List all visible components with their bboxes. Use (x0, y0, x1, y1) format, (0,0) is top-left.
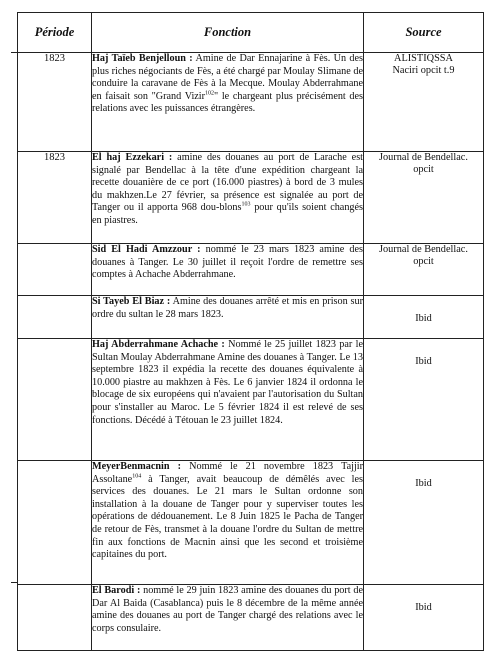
row-source (364, 296, 484, 339)
table-row (18, 53, 484, 152)
person-name: El haj Ezzekari : (92, 152, 173, 163)
person-name: Si Tayeb El Biaz : (92, 296, 171, 307)
row-text: Nommé le 21 novembre 1823 Tajjir Assoltane (92, 461, 363, 485)
source-line: Ibid (415, 356, 432, 367)
row-source (364, 53, 484, 152)
table-row (18, 339, 484, 461)
source-line: Ibid (415, 478, 432, 489)
margin-rule (11, 52, 17, 53)
table-row (18, 152, 484, 244)
person-name: MeyerBenmacnin : (92, 461, 182, 472)
source-line: Journal de Bendellac. (379, 244, 468, 255)
row-periode (18, 296, 92, 339)
row-text-continued: " le chargeant plus précisément des relations avec les puissances étrangères. (92, 90, 363, 115)
row-source (364, 152, 484, 244)
row-text: nommé le 29 juin 1823 amine des douanes du port de Dar Al Baida (Casablanca) puis le 8 décembre de la même année amine des douanes au port de Tanger chargé des relations avec le corps consulaire. (92, 585, 363, 634)
footnote-ref: 103 (241, 201, 251, 208)
row-periode: 1823 (18, 53, 92, 152)
row-text-continued: pour qu'ils soient changés en piastres. (92, 202, 364, 226)
row-text: Amine des douanes arrêté et mis en prison sur ordre du sultan le 28 mars 1823. (92, 296, 363, 320)
footnote-ref: 104 (132, 473, 142, 480)
table-header-row (18, 13, 484, 53)
row-text: Amine de Dar Ennajarine à Fès. Un des plus riches négociants de Fès, a été chargé par Moulay Slimane de conduire la caravane de Fès à la Mecque. Moulay Abderrahmane en faisait son "Grand Vizir (92, 53, 363, 102)
row-periode: 1823 (18, 152, 92, 244)
document-table (17, 12, 484, 651)
table-row (18, 296, 484, 339)
source-line: Journal de Bendellac. (379, 152, 468, 163)
row-source (364, 585, 484, 651)
row-text: nommé le 23 mars 1823 amine des douanes à Tanger. Le 30 juillet il reçoit l'ordre de remettre ses comptes à Achache Abderrahmane. (92, 244, 363, 281)
row-source (364, 244, 484, 296)
header-fonction: Fonction (92, 13, 364, 53)
row-text: Nommé le 25 juillet 1823 par le Sultan Moulay Abderrahmane Amine des douanes à Tanger. Le 13 septembre 1823 il expédia la recette des douanes équivalente à 10.000 piastre au makhzen à Fès. Le 6 janvier 1824 il ordonna le blocage de six européens qui n'avaient par l'autorisation du Sultan pour s'installer au Maroc. Le 5 février 1824 il est relevé de ses fonctions. Décédé à Tétouan le 23 juillet 1824. (92, 339, 363, 426)
row-periode (18, 585, 92, 651)
person-name: Haj Abderrahmane Achache : (92, 339, 225, 350)
row-periode (18, 339, 92, 461)
row-fonction (92, 152, 364, 244)
table-row (18, 461, 484, 585)
source-line: Ibid (415, 313, 432, 324)
row-fonction (92, 461, 364, 585)
header-source: Source (364, 13, 484, 53)
row-periode (18, 461, 92, 585)
row-source (364, 339, 484, 461)
source-line: opcit (413, 164, 434, 176)
person-name: El Barodi : (92, 585, 141, 596)
footnote-ref: 102 (205, 90, 215, 97)
row-fonction (92, 585, 364, 651)
row-text-continued: à Tanger, avait beaucoup de démêlés avec les services des douanes. Le 21 mars le Sultan ordonne son installation à la douane de Tanger pour y superviser toutes les opérations de dédouanement. Le 8 Juin 1825 le Pacha de Tanger de retour de Fès, transmet à la douane l'ordre du Sultan de mettre fin aux fonctions de Macnin ainsi que les second et troisième capitaines du port. (92, 473, 363, 561)
margin-rule (11, 582, 17, 583)
source-line: Ibid (415, 602, 432, 613)
row-fonction (92, 53, 364, 152)
source-line: opcit (413, 256, 434, 268)
row-fonction (92, 296, 364, 339)
row-periode (18, 244, 92, 296)
row-fonction (92, 339, 364, 461)
source-line: Naciri opcit t.9 (392, 65, 455, 77)
row-text: amine des douanes au port de Larache est signalé par Bendellac à la tête d'une expédition chargeant la recette douanière de ce port (16.000 piastres) à bord de 3 mules du makhzen.Le 27 février, sa présence est signalée au port de Tanger ou il apporta 968 dou-blons (92, 152, 363, 214)
table-row (18, 244, 484, 296)
table-row (18, 585, 484, 651)
row-source (364, 461, 484, 585)
header-periode: Période (18, 13, 92, 53)
source-line: ALISTIQSSA (394, 53, 453, 64)
person-name: Haj Taïeb Benjelloun : (92, 53, 193, 64)
person-name: Sid El Hadi Amzzour : (92, 244, 201, 255)
row-fonction (92, 244, 364, 296)
